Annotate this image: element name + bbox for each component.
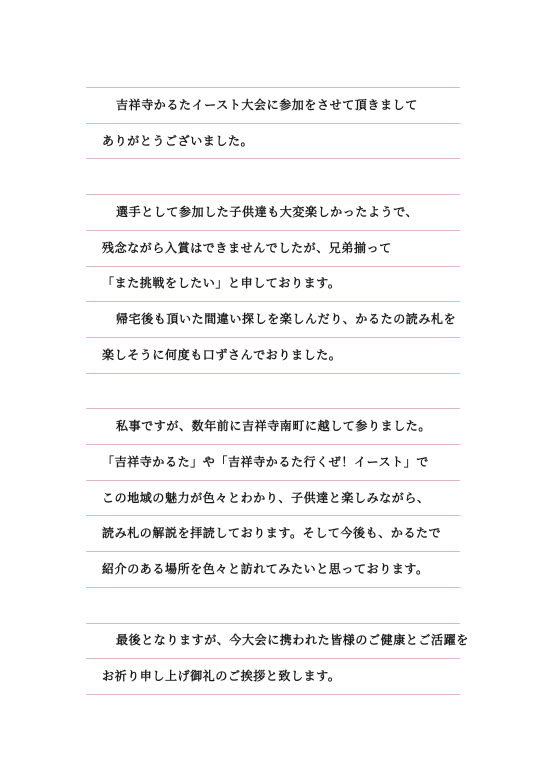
ruled-line xyxy=(86,444,460,445)
letter-line: お祈り申し上げ御礼のご挨拶と致します。 xyxy=(102,669,341,684)
ruled-line xyxy=(86,480,460,481)
ruled-line xyxy=(86,623,460,624)
letter-line xyxy=(102,595,462,615)
ruled-line xyxy=(86,551,460,552)
letter-line: ありがとうございました。 xyxy=(102,133,254,148)
letter-line: 読み札の解説を拝読しております。そして今後も、かるたで xyxy=(102,526,442,541)
letter-line: 「吉祥寺かるた」や「吉祥寺かるた行くぜ！イースト」で xyxy=(102,454,430,469)
ruled-line xyxy=(86,658,460,659)
ruled-line xyxy=(86,194,460,195)
letter-line: 吉祥寺かるたイースト大会に参加をさせて頂きまして xyxy=(116,97,418,112)
ruled-line xyxy=(86,230,460,231)
ruled-line xyxy=(86,694,460,695)
ruled-line xyxy=(86,158,460,159)
letter-line: 紹介のある場所を色々と訪れてみたいと思っております。 xyxy=(102,561,429,576)
ruled-line xyxy=(86,408,460,409)
ruled-line xyxy=(86,337,460,338)
ruled-line xyxy=(86,515,460,516)
ruled-line xyxy=(86,87,460,88)
ruled-line xyxy=(86,373,460,374)
letter-line: この地域の魅力が色々とわかり、子供達と楽しみながら、 xyxy=(102,490,430,505)
letter-line: 帰宅後も頂いた間違い探しを楽しんだり、かるたの読み札を xyxy=(116,312,457,327)
letter-line xyxy=(102,380,462,400)
letter-line: 楽しそうに何度も口ずさんでおりました。 xyxy=(102,347,342,362)
ruled-line xyxy=(86,301,460,302)
ruled-line xyxy=(86,123,460,124)
letter-line: 選手として参加した子供達も大変楽しかったようで、 xyxy=(116,204,419,219)
ruled-line xyxy=(86,587,460,588)
ruled-line xyxy=(86,266,460,267)
letter-line: 「また挑戦をしたい」と申しております。 xyxy=(102,276,341,291)
letter-line: 私事ですが、数年前に吉祥寺南町に越して参りました。 xyxy=(116,419,432,434)
letter-line xyxy=(102,166,462,186)
letter-line: 残念ながら入賞はできませんでしたが、兄弟揃って xyxy=(102,240,392,255)
letter-line: 最後となりますが、今大会に携われた皆様のご健康とご活躍を xyxy=(116,633,469,648)
